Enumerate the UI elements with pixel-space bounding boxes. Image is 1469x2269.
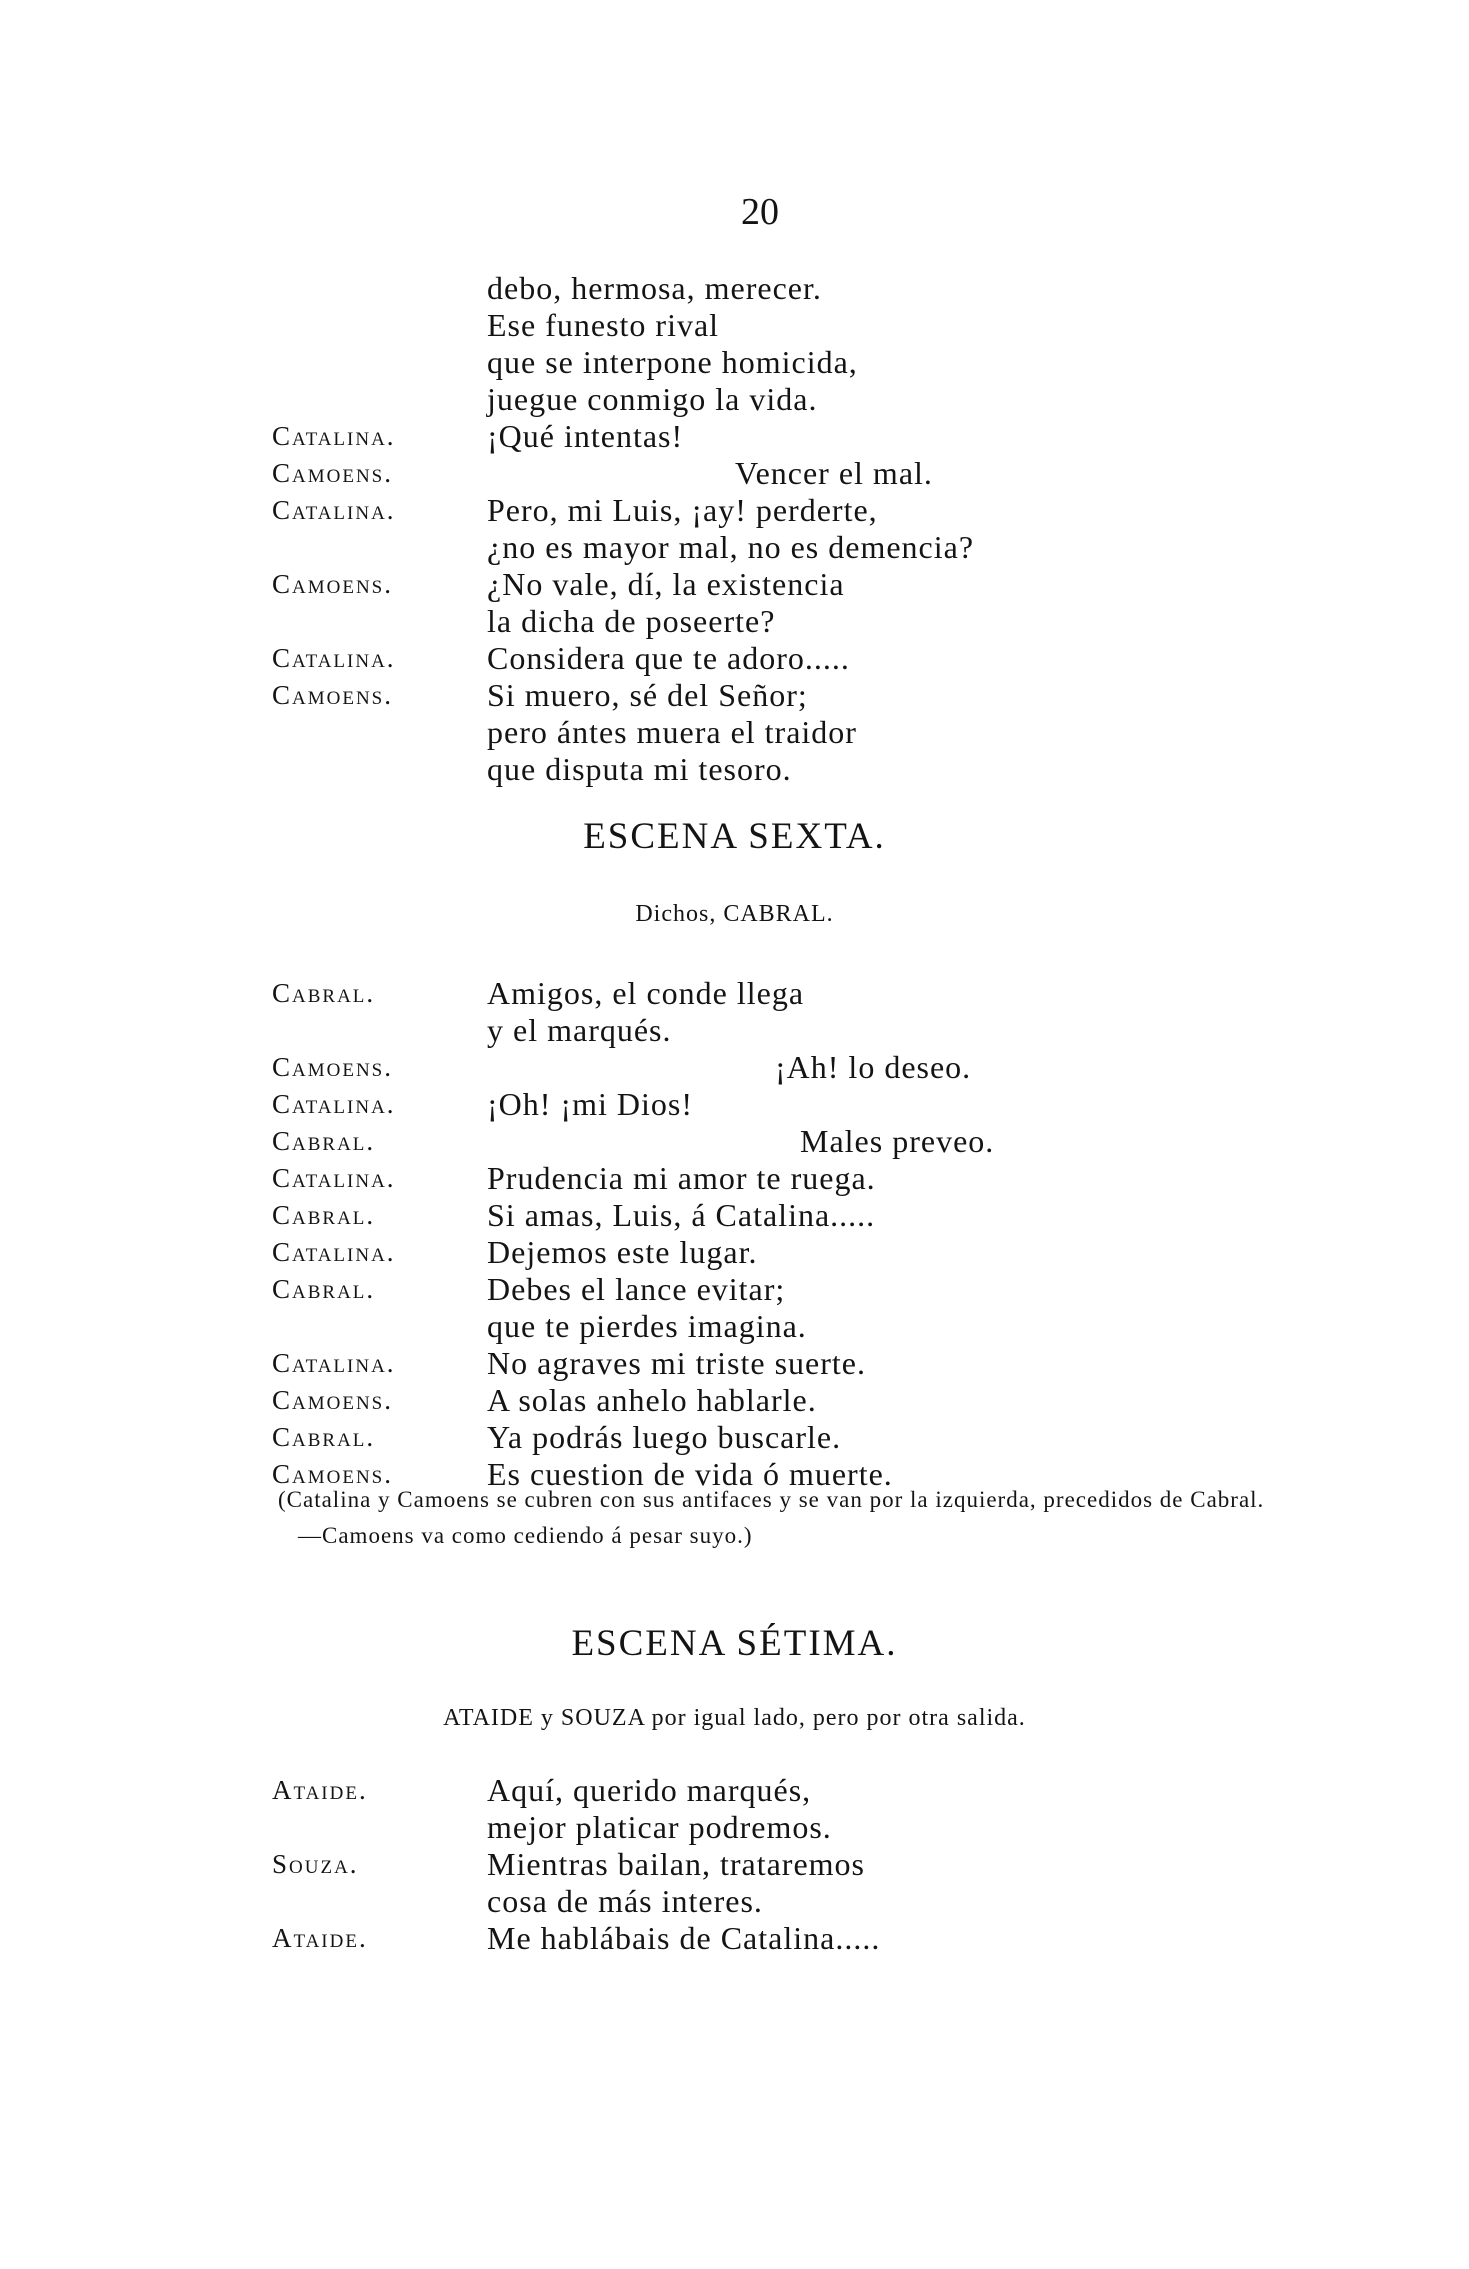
verse-line	[0, 455, 1469, 491]
speaker-name: Catalina.	[272, 495, 396, 525]
verse-line	[0, 418, 1469, 454]
verse-text: Aquí, querido marqués,	[487, 1772, 812, 1808]
speaker-name: Camoens.	[272, 1385, 393, 1415]
verse-line	[0, 307, 1469, 343]
verse-text: ¡Ah! lo deseo.	[775, 1049, 972, 1085]
speaker-name: Ataide.	[272, 1775, 368, 1805]
verse-line	[0, 492, 1469, 528]
speaker-name: Catalina.	[272, 1237, 396, 1267]
speaker-name: Camoens.	[272, 569, 393, 599]
stage-direction: (Catalina y Camoens se cubren con sus antifaces y se van por la izquierda, precedidos de Cabral.—Camoens va como cediendo á pesar suyo.)	[278, 1487, 1265, 1548]
speaker-name: Cabral.	[272, 1200, 376, 1230]
verse-text: Considera que te adoro.....	[487, 640, 850, 676]
verse-line	[0, 751, 1469, 787]
verse-text: Males preveo.	[800, 1123, 995, 1159]
verse-line	[0, 975, 1469, 1011]
verse-text: Ese funesto rival	[487, 307, 720, 343]
verse-line	[0, 1883, 1469, 1919]
verse-text: A solas anhelo hablarle.	[487, 1382, 817, 1418]
verse-line	[0, 677, 1469, 713]
verse-text: Debes el lance evitar;	[487, 1271, 786, 1307]
speaker-name: Ataide.	[272, 1923, 368, 1953]
speaker-name: Catalina.	[272, 421, 396, 451]
verse-line	[0, 529, 1469, 565]
verse-line	[0, 1123, 1469, 1159]
verse-text: que disputa mi tesoro.	[487, 751, 792, 787]
speaker-name: Cabral.	[272, 1274, 376, 1304]
verse-text: Amigos, el conde llega	[487, 975, 805, 1011]
speaker-name: Cabral.	[272, 1422, 376, 1452]
verse-line	[0, 1809, 1469, 1845]
verse-line	[0, 1308, 1469, 1344]
verse-line	[0, 640, 1469, 676]
scene-heading: ESCENA SÉTIMA.	[571, 1623, 898, 1664]
speaker-name: Cabral.	[272, 1126, 376, 1156]
verse-line	[0, 1271, 1469, 1307]
verse-text: ¡Oh! ¡mi Dios!	[487, 1086, 693, 1122]
verse-line	[0, 1846, 1469, 1882]
speaker-name: Camoens.	[272, 1052, 393, 1082]
scene-cast: Dichos, CABRAL.	[635, 901, 834, 927]
speaker-name: Catalina.	[272, 1163, 396, 1193]
verse-text: pero ántes muera el traidor	[487, 714, 857, 750]
verse-text: Dejemos este lugar.	[487, 1234, 758, 1270]
verse-text: Ya podrás luego buscarle.	[487, 1419, 842, 1455]
verse-line	[0, 1012, 1469, 1048]
verse-text: Si amas, Luis, á Catalina.....	[487, 1197, 876, 1233]
verse-text: cosa de más interes.	[487, 1883, 763, 1919]
scene-heading: ESCENA SEXTA.	[583, 816, 886, 857]
speaker-name: Souza.	[272, 1849, 359, 1879]
page-number: 20	[741, 191, 779, 233]
verse-line	[0, 381, 1469, 417]
verse-line	[0, 603, 1469, 639]
speaker-name: Camoens.	[272, 680, 393, 710]
verse-line	[0, 1772, 1469, 1808]
verse-text: Vencer el mal.	[735, 455, 933, 491]
verse-line	[0, 1345, 1469, 1381]
verse-text: juegue conmigo la vida.	[487, 381, 818, 417]
speaker-name: Camoens.	[272, 458, 393, 488]
verse-text: ¿no es mayor mal, no es demencia?	[487, 529, 975, 565]
verse-text: que te pierdes imagina.	[487, 1308, 807, 1344]
verse-text: Me hablábais de Catalina.....	[487, 1920, 881, 1956]
scene-cast: ATAIDE y SOUZA por igual lado, pero por otra salida.	[443, 1705, 1026, 1731]
verse-text: mejor platicar podremos.	[487, 1809, 832, 1845]
speaker-name: Catalina.	[272, 1348, 396, 1378]
speaker-name: Catalina.	[272, 1089, 396, 1119]
verse-line	[0, 714, 1469, 750]
speaker-name: Cabral.	[272, 978, 376, 1008]
verse-text: la dicha de poseerte?	[487, 603, 776, 639]
speaker-name: Catalina.	[272, 643, 396, 673]
verse-line	[0, 1086, 1469, 1122]
verse-line	[0, 1197, 1469, 1233]
verse-text: y el marqués.	[487, 1012, 672, 1048]
verse-line	[0, 1920, 1469, 1956]
verse-line	[0, 1382, 1469, 1418]
verse-line	[0, 1049, 1469, 1085]
verse-text: Es cuestion de vida ó muerte.	[487, 1456, 893, 1492]
verse-line	[0, 1160, 1469, 1196]
verse-line	[0, 1419, 1469, 1455]
verse-line	[0, 1234, 1469, 1270]
verse-text: que se interpone homicida,	[487, 344, 858, 380]
verse-text: debo, hermosa, merecer.	[487, 270, 822, 306]
verse-text: Si muero, sé del Señor;	[487, 677, 808, 713]
verse-text: Prudencia mi amor te ruega.	[487, 1160, 876, 1196]
verse-text: Pero, mi Luis, ¡ay! perderte,	[487, 492, 878, 528]
verse-text: Mientras bailan, trataremos	[487, 1846, 865, 1882]
verse-text: No agraves mi triste suerte.	[487, 1345, 866, 1381]
verse-line	[0, 270, 1469, 306]
verse-text: ¿No vale, dí, la existencia	[487, 566, 845, 602]
verse-line	[0, 566, 1469, 602]
verse-line	[0, 344, 1469, 380]
speaker-name: Camoens.	[272, 1459, 393, 1489]
verse-text: ¡Qué intentas!	[487, 418, 684, 454]
